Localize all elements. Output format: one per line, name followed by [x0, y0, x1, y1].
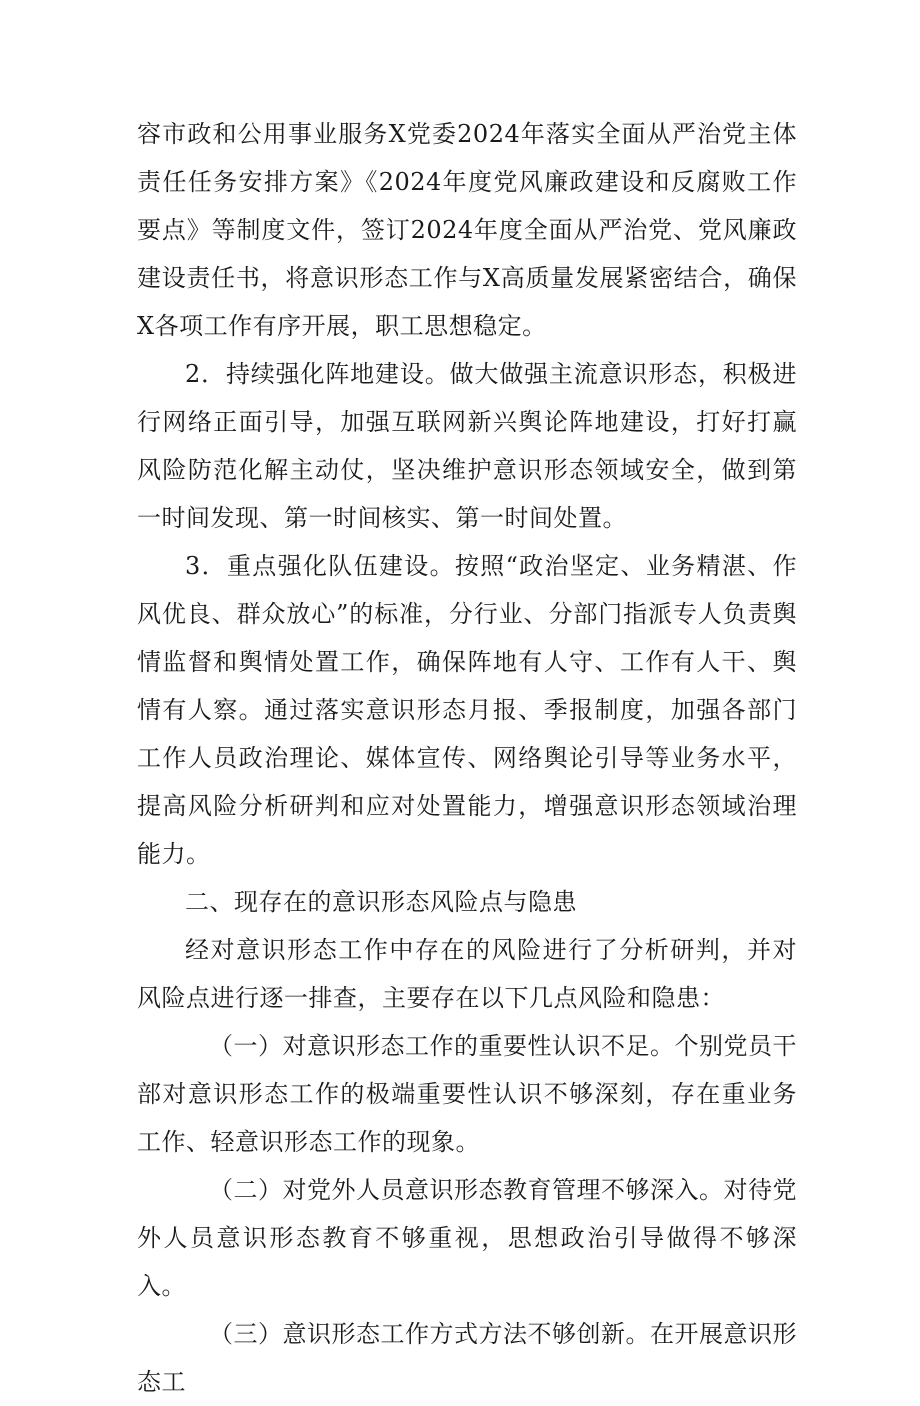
- paragraph-item-3: 3．重点强化队伍建设。按照“政治坚定、业务精湛、作风优良、群众放心”的标准，分行业、分部门指派专人负责舆情监督和舆情处置工作，确保阵地有人守、工作有人干、舆情有人察。通过落实意识形态月报、季报制度，加强各部门工作人员政治理论、媒体宣传、网络舆论引导等业务水平，提高风险分析研判和应对处置能力，增强意识形态领域治理能力。: [137, 552, 797, 868]
- paragraph-continuation: 容市政和公用事业服务X党委2024年落实全面从严治党主体责任任务安排方案》《2024年度党风廉政建设和反腐败工作要点》等制度文件，签订2024年度全面从严治党、党风廉政建设责任书，将意识形态工作与X高质量发展紧密结合，确保X各项工作有序开展，职工思想稳定。: [137, 120, 797, 340]
- paragraph-risk-1: （一）对意识形态工作的重要性认识不足。个别党员干部对意识形态工作的极端重要性认识不够深刻，存在重业务工作、轻意识形态工作的现象。: [137, 1032, 797, 1156]
- paragraph-risk-3: （三）意识形态工作方式方法不够创新。在开展意识形态工: [137, 1320, 797, 1396]
- paragraph-item-2: 2．持续强化阵地建设。做大做强主流意识形态，积极进行网络正面引导，加强互联网新兴舆论阵地建设，打好打赢风险防范化解主动仗，坚决维护意识形态领域安全，做到第一时间发现、第一时间核实、第一时间处置。: [137, 360, 797, 532]
- paragraph-risk-2: （二）对党外人员意识形态教育管理不够深入。对待党外人员意识形态教育不够重视，思想政治引导做得不够深入。: [137, 1176, 797, 1300]
- paragraph-intro: 经对意识形态工作中存在的风险进行了分析研判，并对风险点进行逐一排查，主要存在以下几点风险和隐患：: [137, 936, 797, 1012]
- section-heading-2: 二、现存在的意识形态风险点与隐患: [185, 888, 577, 916]
- document-body: [137, 110, 797, 1406]
